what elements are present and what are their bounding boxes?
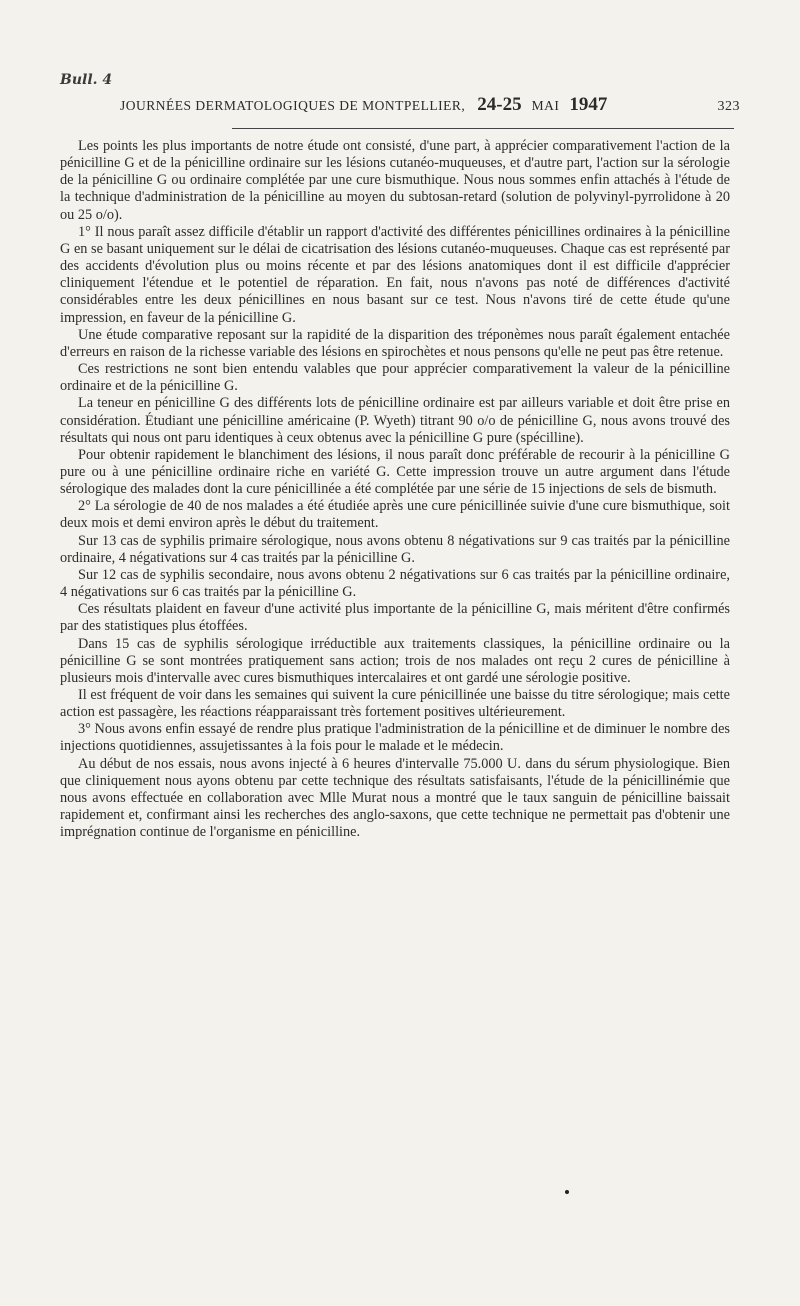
paragraph: Pour obtenir rapidement le blanchiment des lésions, il nous paraît donc préférable de recourir à la pénicilline G pure ou à une pénicilline ordinaire riche en variété G. Cette impression trouve un autre argument dans l'étude sérologique des malades dont la cure pénicillinée a été complétée par une série de 15 injections de sels de bismuth. — [60, 446, 730, 498]
ink-dot — [565, 1190, 569, 1194]
paragraph: 1° Il nous paraît assez difficile d'établir un rapport d'activité des différentes pénicillines ordinaires à la pénicilline G en se basant uniquement sur le délai de cicatrisation des lésions cutanéo-muqueuses. Chaque cas est représenté par des accidents d'évolution plus ou moins récente et par des lésions anatomiques dont il est difficile d'apprécier cliniquement l'étendue et le potentiel de réparation. En fait, nous n'avons pas noté de différences d'activité considérables entre les deux pénicillines en nous basant sur ce test. Nous n'avons tiré de cette étude qu'une impression, en faveur de la pénicilline G. — [60, 223, 730, 326]
bulletin-stamp: Bull. 4 — [60, 72, 113, 88]
paragraph: Au début de nos essais, nous avons injecté à 6 heures d'intervalle 75.000 U. dans du sérum physiologique. Bien que cliniquement nous ayons obtenu par cette technique des résultats satisfaisants, l'étude de la pénicillinémie que nous avons effectuée en collaboration avec Mlle Murat nous a montré que le taux sanguin de pénicilline baissait rapidement et, confirmant ainsi les recherches des anglo-saxons, que cette technique ne permettait pas d'obtenir une imprégnation continue de l'organisme en pénicilline. — [60, 755, 730, 841]
paragraph: 3° Nous avons enfin essayé de rendre plus pratique l'administration de la pénicilline et de diminuer le nombre des injections quotidiennes, assujetissantes à la fois pour le malade et le médecin. — [60, 721, 730, 755]
header-dates: 24-25 — [477, 94, 522, 115]
header-year: 1947 — [569, 94, 608, 115]
paragraph: Une étude comparative reposant sur la rapidité de la disparition des tréponèmes nous paraît également entachée d'erreurs en raison de la richesse variable des lésions en spirochètes et nous pensons qu'elle ne peut pas être retenue. — [60, 326, 730, 360]
journal-title: JOURNÉES DERMATOLOGIQUES DE MONTPELLIER, — [120, 98, 466, 113]
paragraph: Sur 12 cas de syphilis secondaire, nous avons obtenu 2 négativations sur 6 cas traités par la pénicilline ordinaire, 4 négativations sur 6 cas traités par la pénicilline G. — [60, 566, 730, 601]
paragraph: 2° La sérologie de 40 de nos malades a été étudiée après une cure pénicillinée suivie d'une cure bismuthique, soit deux mois et demi environ après le début du traitement. — [60, 498, 730, 532]
paragraph: Les points les plus importants de notre étude ont consisté, d'une part, à apprécier comparativement l'action de la pénicilline G et de la pénicilline ordinaire sur les lésions cutanéo-muqueuses, et d'autre part, l'action sur la sérologie de la pénicilline G ou ordinaire complétée par une cure bismuthique. Nous nous sommes enfin attachés à l'étude de la technique d'administration de la pénicilline au moyen du subtosan-retard (solution de polyvinyl-pyrrolidone à 20 ou 25 o/o). — [60, 138, 730, 223]
paragraph: La teneur en pénicilline G des différents lots de pénicilline ordinaire est par ailleurs variable et doit être prise en considération. Étudiant une pénicilline américaine (P. Wyeth) titrant 90 o/o de pénicilline G, nous avons trouvé des résultats qui nous ont paru identiques à ceux obtenus avec la pénicilline G pure (spécilline). — [60, 395, 730, 446]
paragraph: Ces restrictions ne sont bien entendu valables que pour apprécier comparativement la valeur de la pénicilline ordinaire et de la pénicilline G. — [60, 361, 730, 395]
header-month: MAI — [531, 98, 560, 113]
paragraph: Il est fréquent de voir dans les semaines qui suivent la cure pénicillinée une baisse du titre sérologique; mais cette action est passagère, les réactions réapparaissant très fortement positives ultérieurement. — [60, 687, 730, 721]
paragraph: Ces résultats plaident en faveur d'une activité plus importante de la pénicilline G, mais méritent d'être confirmés par des statistiques plus étoffées. — [60, 601, 730, 635]
body-text — [60, 138, 730, 841]
paragraph: Sur 13 cas de syphilis primaire sérologique, nous avons obtenu 8 négativations sur 9 cas traités par la pénicilline ordinaire, 4 négativations sur 4 cas traités par la pénicilline G. — [60, 532, 730, 566]
running-header — [120, 94, 740, 116]
paragraph: Dans 15 cas de syphilis sérologique irréductible aux traitements classiques, la pénicilline ordinaire ou la pénicilline G se sont montrées pratiquement sans action; trois de nos malades ont reçu 2 cures de pénicilline à plusieurs mois d'intervalle avec cures bismuthiques intercalaires et ont gardé une sérologie positive. — [60, 635, 730, 686]
header-rule — [232, 128, 734, 129]
page-number: 323 — [717, 99, 740, 114]
